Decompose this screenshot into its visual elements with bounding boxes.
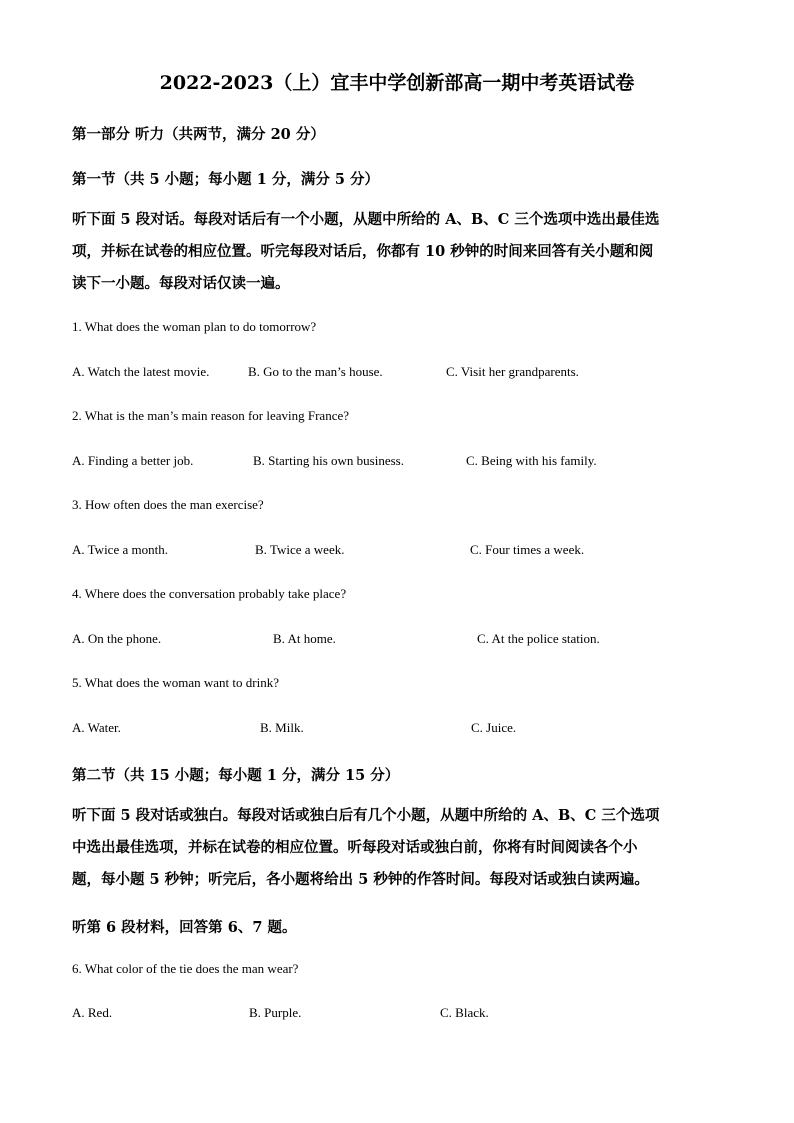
part-heading: 第一部分 听力（共两节，满分 20 分） bbox=[72, 126, 325, 143]
instruction-line: 听下面 5 段对话或独白。每段对话或独白后有几个小题，从题中所给的 A、B、C 三个选项 bbox=[72, 807, 660, 824]
section1-heading: 第一节（共 5 小题；每小题 1 分，满分 5 分） bbox=[72, 171, 380, 188]
option-4c: C. At the police station. bbox=[477, 631, 600, 646]
option-5c: C. Juice. bbox=[471, 720, 517, 735]
page-title: 2022-2023（上）宜丰中学创新部高一期中考英语试卷 bbox=[159, 72, 635, 94]
instruction-line: 中选出最佳选项，并标在试卷的相应位置。听每段对话或独白前，你将有时间阅读各个小 bbox=[72, 839, 638, 856]
option-1c: C. Visit her grandparents. bbox=[446, 364, 579, 379]
instruction-line: 听下面 5 段对话。每段对话后有一个小题，从题中所给的 A、B、C 三个选项中选出最佳选 bbox=[72, 211, 660, 228]
question-3: 3. How often does the man exercise? bbox=[72, 497, 264, 512]
option-2a: A. Finding a better job. bbox=[72, 453, 194, 468]
section1-instructions bbox=[72, 204, 712, 300]
section2-instructions bbox=[72, 800, 712, 896]
option-5a: A. Water. bbox=[72, 720, 121, 735]
option-3c: C. Four times a week. bbox=[470, 542, 585, 557]
section2-heading: 第二节（共 15 小题；每小题 1 分，满分 15 分） bbox=[72, 767, 400, 784]
question-2: 2. What is the man’s main reason for leaving France? bbox=[72, 408, 350, 423]
instruction-line: 项，并标在试卷的相应位置。听完每段对话后，你都有 10 秒钟的时间来回答有关小题和阅 bbox=[72, 243, 654, 260]
option-2b: B. Starting his own business. bbox=[253, 453, 404, 468]
option-6c: C. Black. bbox=[440, 1005, 489, 1020]
question-6: 6. What color of the tie does the man wear? bbox=[72, 961, 299, 976]
instruction-line: 读下一小题。每段对话仅读一遍。 bbox=[72, 275, 290, 292]
option-1a: A. Watch the latest movie. bbox=[72, 364, 210, 379]
instruction-line: 题，每小题 5 秒钟；听完后，各小题将给出 5 秒钟的作答时间。每段对话或独白读两遍。 bbox=[72, 871, 649, 888]
option-4a: A. On the phone. bbox=[72, 631, 162, 646]
option-3b: B. Twice a week. bbox=[255, 542, 345, 557]
question-4: 4. Where does the conversation probably take place? bbox=[72, 586, 347, 601]
option-5b: B. Milk. bbox=[260, 720, 304, 735]
material-heading: 听第 6 段材料，回答第 6、7 题。 bbox=[72, 919, 297, 936]
question-5: 5. What does the woman want to drink? bbox=[72, 675, 279, 690]
option-2c: C. Being with his family. bbox=[466, 453, 597, 468]
option-1b: B. Go to the man’s house. bbox=[248, 364, 383, 379]
option-3a: A. Twice a month. bbox=[72, 542, 168, 557]
question-1: 1. What does the woman plan to do tomorrow? bbox=[72, 319, 317, 334]
option-4b: B. At home. bbox=[273, 631, 336, 646]
option-6b: B. Purple. bbox=[249, 1005, 302, 1020]
option-6a: A. Red. bbox=[72, 1005, 113, 1020]
